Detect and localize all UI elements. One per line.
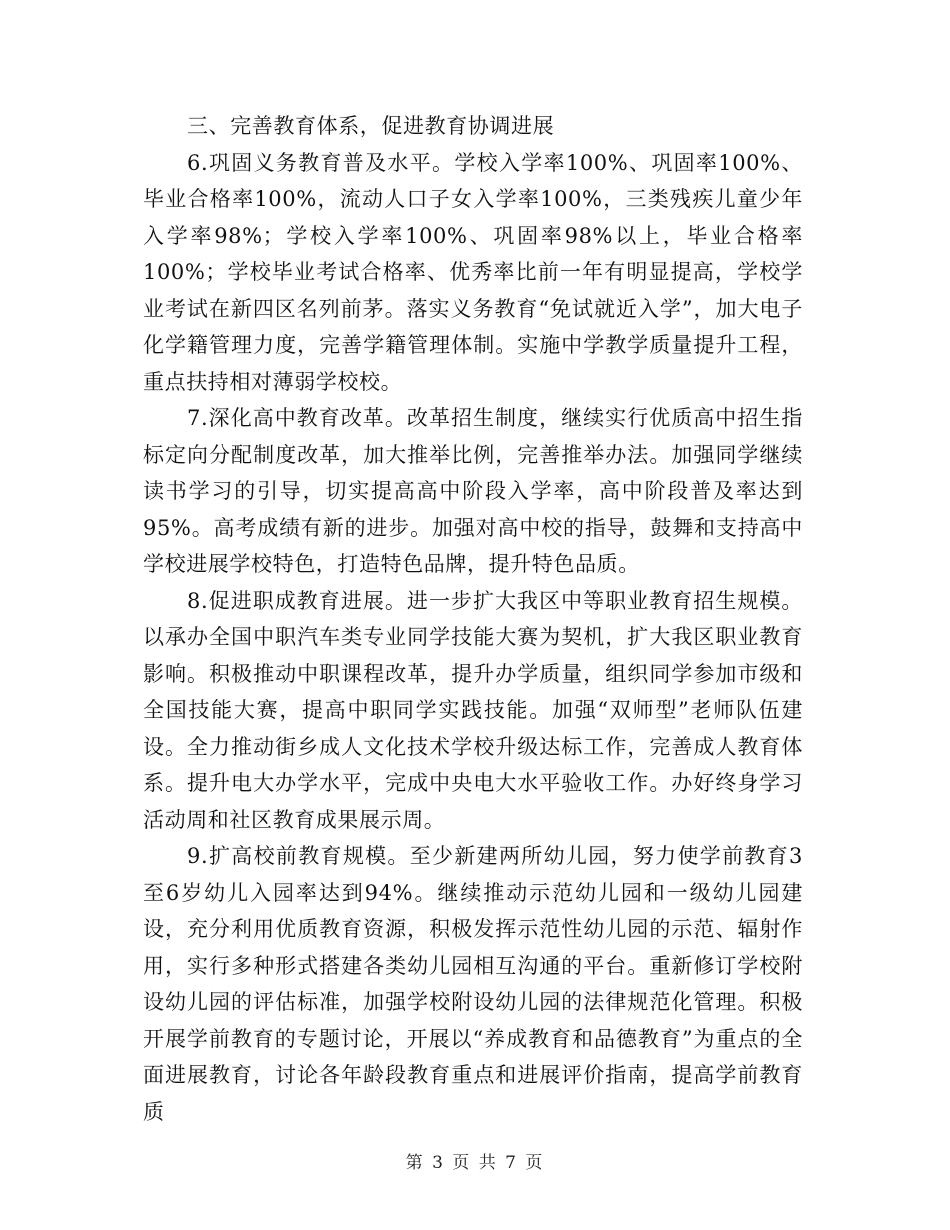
page-number-footer: 第 3 页 共 7 页: [405, 1153, 545, 1173]
paragraph-item-8: 8.促进职成教育进展。进一步扩大我区中等职业教育招生规模。以承办全国中职汽车类专业同学技能大赛为契机，扩大我区职业教育影响。积极推动中职课程改革，提升办学质量，组织同学参加市级和全国技能大赛，提高中职同学实践技能。加强“双师型”老师队伍建设。全力推动街乡成人文化技术学校升级达标工作，完善成人教育体系。提升电大办学水平，完成中央电大水平验收工作。办好终身学习活动周和社区教育成果展示周。: [143, 588, 803, 832]
document-body: [143, 108, 803, 1130]
paragraph-item-7: 7.深化高中教育改革。改革招生制度，继续实行优质高中招生指标定向分配制度改革，加大推举比例，完善推举办法。加强同学继续读书学习的引导，切实提高高中阶段入学率，高中阶段普及率达到95%。高考成绩有新的进步。加强对高中校的指导，鼓舞和支持高中学校进展学校特色，打造特色品牌，提升特色品质。: [143, 406, 803, 576]
paragraph-item-6: 6.巩固义务教育普及水平。学校入学率100%、巩固率100%、毕业合格率100%，流动人口子女入学率100%，三类残疾儿童少年入学率98%；学校入学率100%、巩固率98%以上，毕业合格率100%；学校毕业考试合格率、优秀率比前一年有明显提高，学校学业考试在新四区名列前茅。落实义务教育“免试就近入学”，加大电子化学籍管理力度，完善学籍管理体制。实施中学教学质量提升工程，重点扶持相对薄弱学校校。: [143, 150, 803, 394]
section-heading: 三、完善教育体系，促进教育协调进展: [187, 114, 555, 138]
paragraph-item-9: 9.扩高校前教育规模。至少新建两所幼儿园，努力使学前教育3至6岁幼儿入园率达到94%。继续推动示范幼儿园和一级幼儿园建设，充分利用优质教育资源，积极发挥示范性幼儿园的示范、辐射作用，实行多种形式搭建各类幼儿园相互沟通的平台。重新修订学校附设幼儿园的评估标准，加强学校附设幼儿园的法律规范化管理。积极开展学前教育的专题讨论，开展以“养成教育和品德教育”为重点的全面进展教育，讨论各年龄段教育重点和进展评价指南，提高学前教育质: [143, 844, 803, 1124]
